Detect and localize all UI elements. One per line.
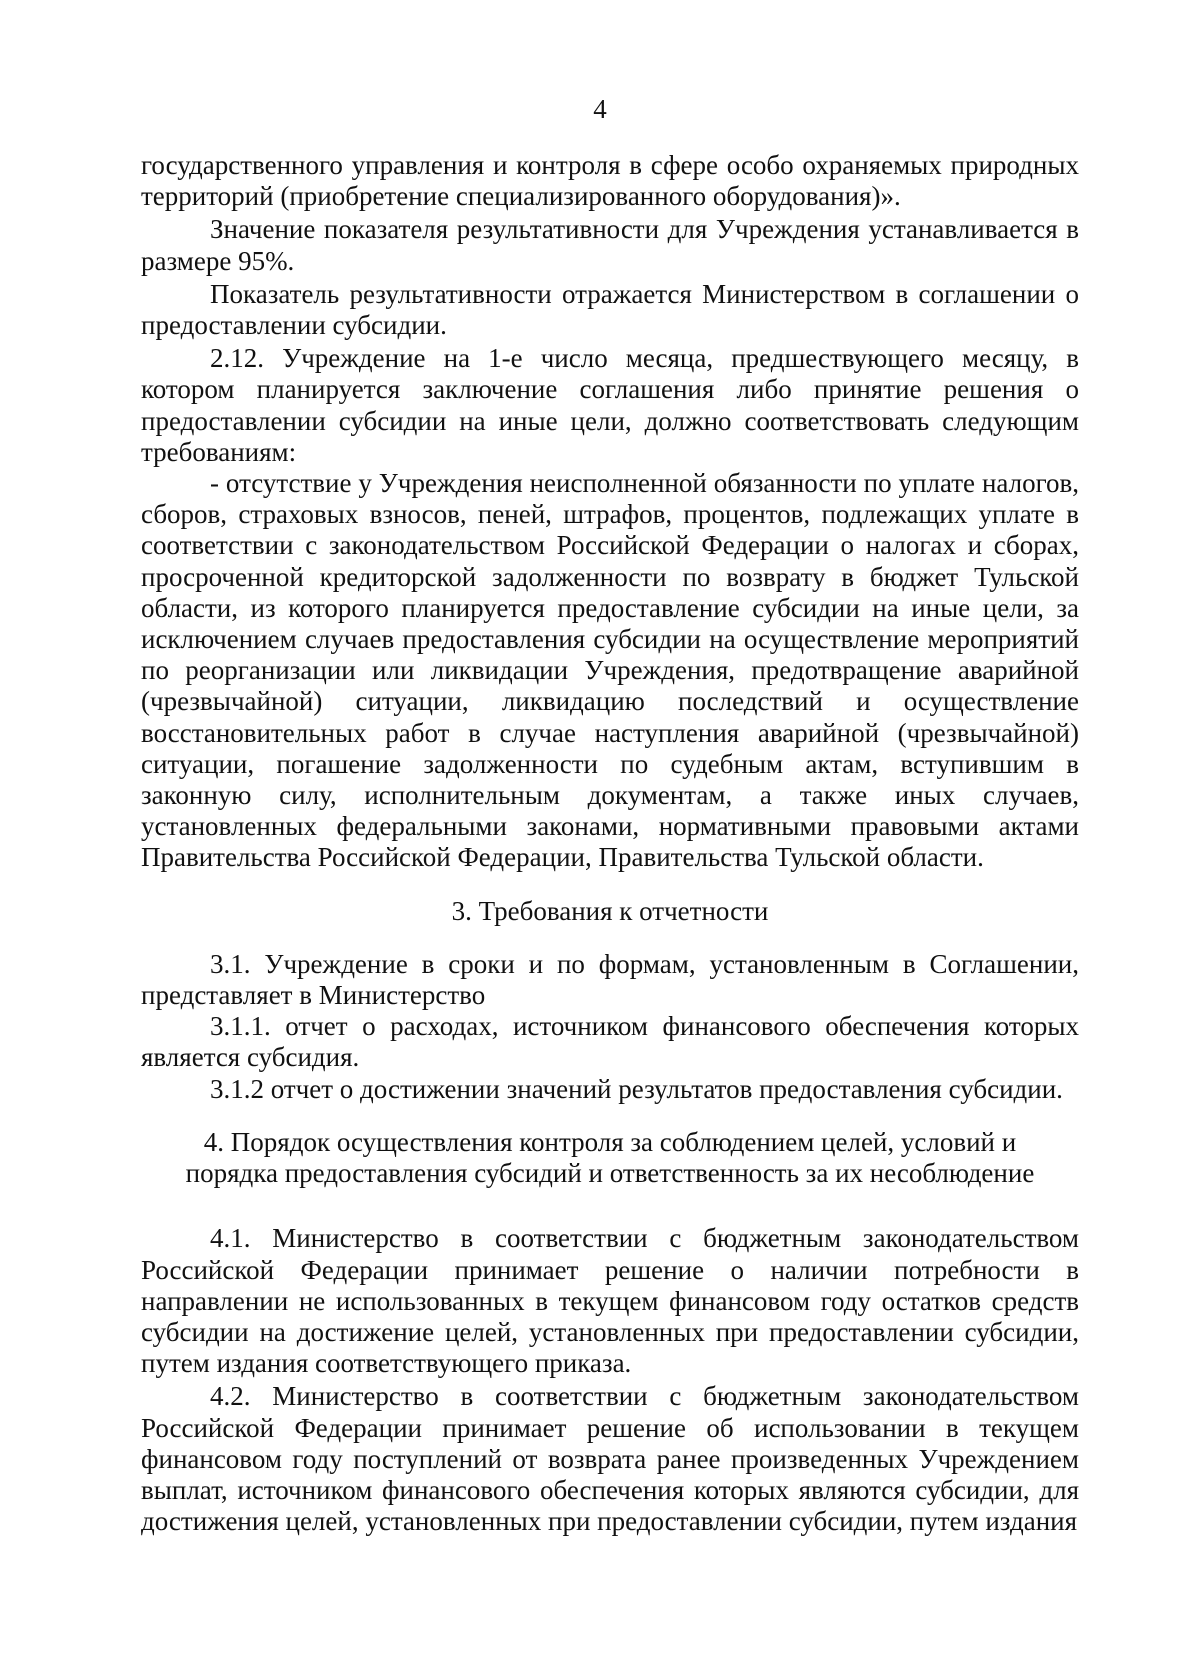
paragraph-3-1-1: 3.1.1. отчет о расходах, источником финансового обеспечения которых является субсидия. xyxy=(141,1011,1079,1073)
section-4-heading xyxy=(141,1127,1079,1189)
section-3-heading: 3. Требования к отчетности xyxy=(451,895,769,926)
section-4-heading-line-1: 4. Порядок осуществления контроля за соблюдением целей, условий и xyxy=(203,1126,1017,1157)
paragraph-indicator-agreement: Показатель результативности отражается Министерством в соглашении о предоставлении субсидии. xyxy=(141,278,1079,341)
paragraph-3-1: 3.1. Учреждение в сроки и по формам, установленным в Соглашении, представляет в Министерство xyxy=(141,948,1079,1011)
page-number: 4 xyxy=(593,94,607,124)
document-body xyxy=(141,150,1079,1539)
paragraph-2-12: 2.12. Учреждение на 1-е число месяца, предшествующего месяцу, в котором планируется заключение соглашения либо принятие решения о предоставлении субсидии на иные цели, должно соответствовать следующим требованиям: xyxy=(141,343,1079,467)
paragraph-4-1: 4.1. Министерство в соответствии с бюджетным законодательством Российской Федерации принимает решение о наличии потребности в направлении не использованных в текущем финансовом году остатков средств субсидии на достижение целей, установленных при предоставлении субсидии, путем издания соответствующего приказа. xyxy=(141,1223,1079,1379)
paragraph-indicator-value: Значение показателя результативности для Учреждения устанавливается в размере 95%. xyxy=(141,214,1079,276)
paragraph-4-2: 4.2. Министерство в соответствии с бюджетным законодательством Российской Федерации принимает решение об использовании в текущем финансовом году поступлений от возврата ранее произведенных Учреждением выплат, источником финансового обеспечения которых являются субсидии, для достижения целей, установленных при предоставлении субсидии, путем издания xyxy=(141,1381,1079,1537)
paragraph-continuation: государственного управления и контроля в сфере особо охраняемых природных территорий (приобретение специализированного оборудования)». xyxy=(141,150,1079,212)
paragraph-requirement-item: - отсутствие у Учреждения неисполненной обязанности по уплате налогов, сборов, страховых взносов, пеней, штрафов, процентов, подлежащих уплате в соответствии с законодательством Российской Федерации о налогах и сборах, просроченной кредиторской задолженности по возврату в бюджет Тульской области, из которого планируется предоставление субсидии на иные цели, за исключением случаев предоставления субсидии на осуществление мероприятий по реорганизации или ликвидации Учреждения, предотвращение аварийной (чрезвычайной) ситуации, ликвидацию последствий и осуществление восстановительных работ в случае наступления аварийной (чрезвычайной) ситуации, погашение задолженности по судебным актам, вступившим в законную силу, исполнительным документам, а также иных случаев, установленных федеральными законами, нормативными правовыми актами Правительства Российской Федерации, Правительства Тульской области. xyxy=(141,468,1079,873)
paragraph-3-1-2: 3.1.2 отчет о достижении значений результатов предоставления субсидии. xyxy=(210,1073,1063,1104)
section-4-heading-line-2: порядка предоставления субсидий и ответственность за их несоблюдение xyxy=(185,1158,1035,1189)
